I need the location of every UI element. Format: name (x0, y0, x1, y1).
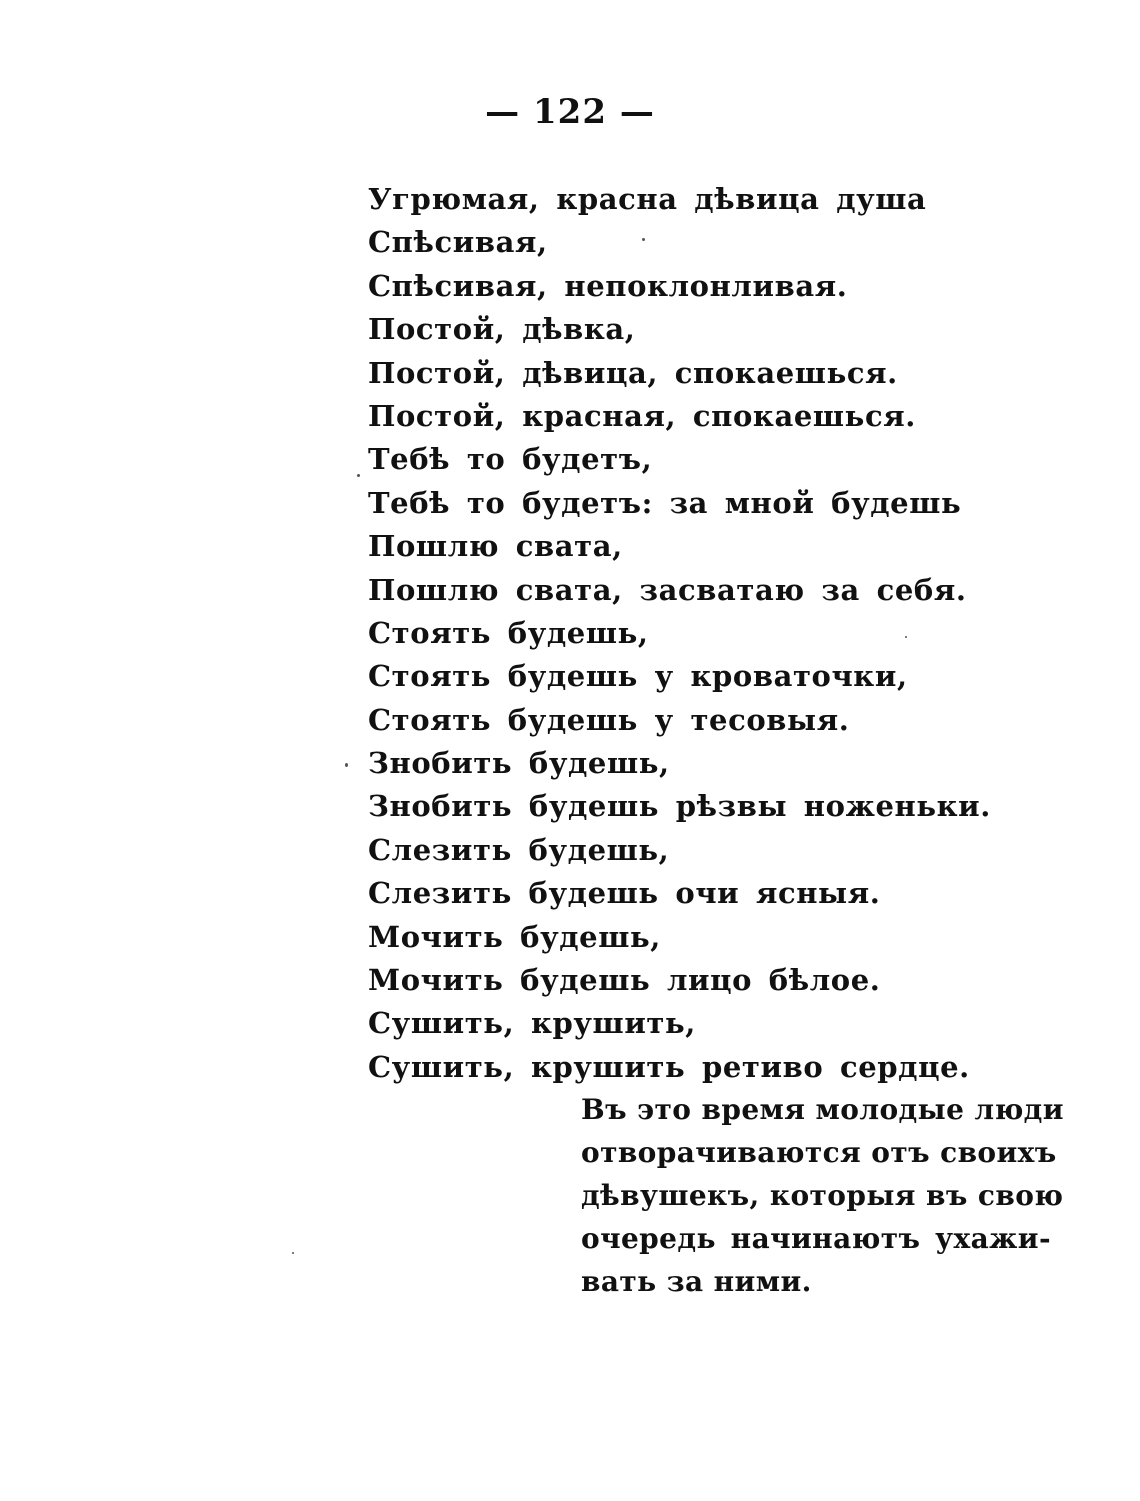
verse-line: Слезить будешь очи ясныя. (368, 876, 881, 911)
scan-speck (345, 763, 348, 767)
verse-line: Постой, дѣвица, спокаешься. (368, 355, 898, 390)
verse-line: Сушить, крушить, (368, 1006, 696, 1041)
remark-line: Въ это время молодые люди (581, 1093, 1064, 1126)
verse-line: Тебѣ то будетъ, (368, 442, 653, 477)
verse-line: Слезить будешь, (368, 832, 670, 867)
verse-line: Сушить, крушить ретиво сердце. (368, 1049, 970, 1084)
verse-line: Угрюмая, красна дѣвица душа (368, 182, 927, 216)
verse-line: Мочить будешь лицо бѣлое. (368, 963, 881, 998)
verse-line: Стоять будешь у тесовыя. (368, 702, 850, 737)
verse-line: Постой, дѣвка, (368, 312, 636, 347)
verse-line: Спѣсивая, непоклонливая. (368, 268, 848, 303)
remark-line: вать за ними. (581, 1265, 812, 1298)
remark-line: отворачиваются отъ своихъ (581, 1136, 1057, 1169)
verse-line: Стоять будешь, (368, 615, 649, 650)
scan-speck (642, 238, 645, 241)
verse-line: Постой, красная, спокаешься. (368, 398, 916, 433)
verse-line: Пошлю свата, засватаю за себя. (368, 572, 967, 607)
page-number: — 122 — (485, 92, 655, 132)
scan-speck (905, 636, 907, 638)
remark-line: дѣвушекъ, которыя въ свою (581, 1179, 1064, 1212)
song-verse (368, 178, 1068, 1089)
verse-line: Мочить будешь, (368, 919, 661, 954)
verse-line: Знобить будешь рѣзвы ноженьки. (368, 789, 991, 824)
verse-line: Тебѣ то будетъ: за мной будешь (368, 485, 962, 520)
scan-speck (292, 1252, 294, 1254)
verse-line: Спѣсивая, (368, 225, 548, 260)
verse-line: Стоять будешь у кроваточки, (368, 659, 908, 694)
scan-speck (357, 474, 360, 477)
verse-line: Знобить будешь, (368, 746, 670, 781)
stage-remark (581, 1088, 1064, 1303)
remark-line: очередь начинаютъ ухажи- (581, 1222, 1051, 1255)
verse-line: Пошлю свата, (368, 529, 623, 564)
